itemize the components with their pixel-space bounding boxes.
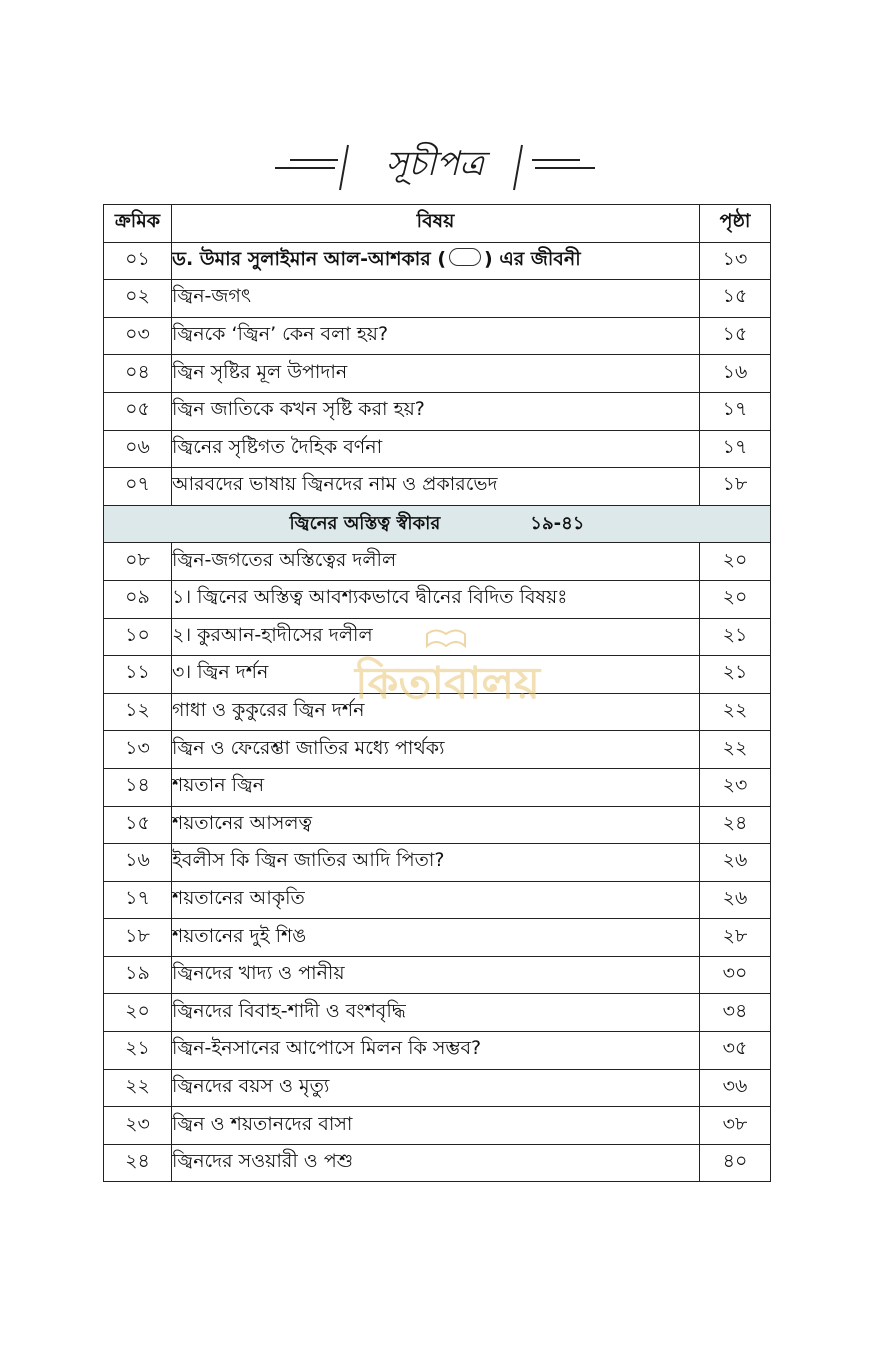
- section-row: [104, 505, 771, 543]
- row-topic: ১। জ্বিনের অস্তিত্ব আবশ্যকভাবে দ্বীনের বিদিত বিষয়ঃ: [172, 580, 700, 618]
- table-row: [104, 580, 771, 618]
- row-page: ১৩: [700, 242, 771, 280]
- table-row: [104, 543, 771, 581]
- row-number: ০১: [104, 242, 172, 280]
- row-number: ০৫: [104, 392, 172, 430]
- row-number: ১১: [104, 656, 172, 694]
- row-number: ১৪: [104, 768, 172, 806]
- row-number: ০৮: [104, 543, 172, 581]
- topic-header: বিষয়: [172, 205, 700, 243]
- page-header: পৃষ্ঠা: [700, 205, 771, 243]
- table-row: [104, 919, 771, 957]
- table-row: [104, 844, 771, 882]
- honorific-emblem-icon: [449, 248, 481, 266]
- row-page: ১৭: [700, 430, 771, 468]
- row-number: ১৬: [104, 844, 172, 882]
- row-topic: ড. উমার সুলাইমান আল-আশকার ( ) এর জীবনী: [172, 242, 700, 280]
- table-row: [104, 392, 771, 430]
- row-topic: ২। কুরআন-হাদীসের দলীল: [172, 618, 700, 656]
- row-page: ১৫: [700, 317, 771, 355]
- row-topic: গাধা ও কুকুরের জ্বিন দর্শন: [172, 693, 700, 731]
- serial-header: ক্রমিক: [104, 205, 172, 243]
- row-topic: জ্বিনদের বিবাহ-শাদী ও বংশবৃদ্ধি: [172, 994, 700, 1032]
- row-page: ২২: [700, 731, 771, 769]
- row-number: ১৫: [104, 806, 172, 844]
- row-page: ২৪: [700, 806, 771, 844]
- table-row: [104, 693, 771, 731]
- table-row: [104, 1107, 771, 1145]
- row-page: ৩৬: [700, 1069, 771, 1107]
- row-topic: জ্বিন-জগতের অস্তিত্বের দলীল: [172, 543, 700, 581]
- row-page: ৪০: [700, 1144, 771, 1182]
- table-row: [104, 618, 771, 656]
- row-number: ২২: [104, 1069, 172, 1107]
- row-page: ২৩: [700, 768, 771, 806]
- row-number: ১২: [104, 693, 172, 731]
- table-row: [104, 731, 771, 769]
- row-page: ৩০: [700, 956, 771, 994]
- table-row: [104, 956, 771, 994]
- row-number: ১৮: [104, 919, 172, 957]
- table-row: [104, 1069, 771, 1107]
- row-topic: শয়তানের আসলত্ব: [172, 806, 700, 844]
- row-page: ১৮: [700, 468, 771, 506]
- table-row: [104, 768, 771, 806]
- row-page: ১৭: [700, 392, 771, 430]
- row-topic: জ্বিন-ইনসানের আপোসে মিলন কি সম্ভব?: [172, 1032, 700, 1070]
- row-topic: জ্বিনদের খাদ্য ও পানীয়: [172, 956, 700, 994]
- table-row: [104, 1144, 771, 1182]
- row-topic: ইবলীস কি জ্বিন জাতির আদি পিতা?: [172, 844, 700, 882]
- row-topic: শয়তান জ্বিন: [172, 768, 700, 806]
- table-row: [104, 280, 771, 318]
- section-heading: [104, 505, 771, 543]
- table-row: [104, 430, 771, 468]
- table-row: [104, 881, 771, 919]
- row-page: ২০: [700, 580, 771, 618]
- row-topic: জ্বিন সৃষ্টির মূল উপাদান: [172, 355, 700, 393]
- row-topic: আরবদের ভাষায় জ্বিনদের নাম ও প্রকারভেদ: [172, 468, 700, 506]
- row-number: ১৯: [104, 956, 172, 994]
- row-number: ২৩: [104, 1107, 172, 1145]
- table-row: [104, 468, 771, 506]
- row-number: ২১: [104, 1032, 172, 1070]
- row-page: ৩৫: [700, 1032, 771, 1070]
- section-page-range: ১৯-৪১: [530, 512, 585, 534]
- row-page: ২১: [700, 656, 771, 694]
- row-topic: জ্বিনের সৃষ্টিগত দৈহিক বর্ণনা: [172, 430, 700, 468]
- table-row: [104, 317, 771, 355]
- row-topic: ৩। জ্বিন দর্শন: [172, 656, 700, 694]
- row-page: ২০: [700, 543, 771, 581]
- row-topic: জ্বিন ও শয়তানদের বাসা: [172, 1107, 700, 1145]
- table-row: [104, 242, 771, 280]
- row-number: ০৩: [104, 317, 172, 355]
- row-topic: শয়তানের দুই শিঙ: [172, 919, 700, 957]
- row-topic: জ্বিন জাতিকে কখন সৃষ্টি করা হয়?: [172, 392, 700, 430]
- row-page: ২৬: [700, 844, 771, 882]
- row-page: ৩৪: [700, 994, 771, 1032]
- row-number: ১৩: [104, 731, 172, 769]
- row-number: ২০: [104, 994, 172, 1032]
- table-row: [104, 656, 771, 694]
- row-number: ০৪: [104, 355, 172, 393]
- row-topic: জ্বিনদের সওয়ারী ও পশু: [172, 1144, 700, 1182]
- table-row: [104, 806, 771, 844]
- row-topic: জ্বিনদের বয়স ও মৃত্যু: [172, 1069, 700, 1107]
- row-page: ২৬: [700, 881, 771, 919]
- row-topic: জ্বিনকে ‘জ্বিন’ কেন বলা হয়?: [172, 317, 700, 355]
- contents-table: [103, 204, 771, 1182]
- row-page: ১৬: [700, 355, 771, 393]
- row-page: ৩৮: [700, 1107, 771, 1145]
- row-number: ১৭: [104, 881, 172, 919]
- watermark-text: কিতাবালয়: [355, 658, 541, 709]
- row-topic: শয়তানের আকৃতি: [172, 881, 700, 919]
- row-topic: জ্বিন ও ফেরেশ্তা জাতির মধ্যে পার্থক্য: [172, 731, 700, 769]
- row-topic: জ্বিন-জগৎ: [172, 280, 700, 318]
- title-block: [270, 130, 600, 200]
- table-row: [104, 1032, 771, 1070]
- table-row: [104, 994, 771, 1032]
- row-page: ২২: [700, 693, 771, 731]
- row-page: ২১: [700, 618, 771, 656]
- header-row: [104, 205, 771, 243]
- table-row: [104, 355, 771, 393]
- row-page: ২৮: [700, 919, 771, 957]
- row-number: ১০: [104, 618, 172, 656]
- row-number: ০২: [104, 280, 172, 318]
- row-number: ০৯: [104, 580, 172, 618]
- row-number: ০৬: [104, 430, 172, 468]
- page-title: সূচীপত্র: [385, 144, 485, 184]
- row-number: ০৭: [104, 468, 172, 506]
- row-number: ২৪: [104, 1144, 172, 1182]
- row-page: ১৫: [700, 280, 771, 318]
- section-title: জ্বিনের অস্তিত্ব স্বীকার: [289, 512, 441, 534]
